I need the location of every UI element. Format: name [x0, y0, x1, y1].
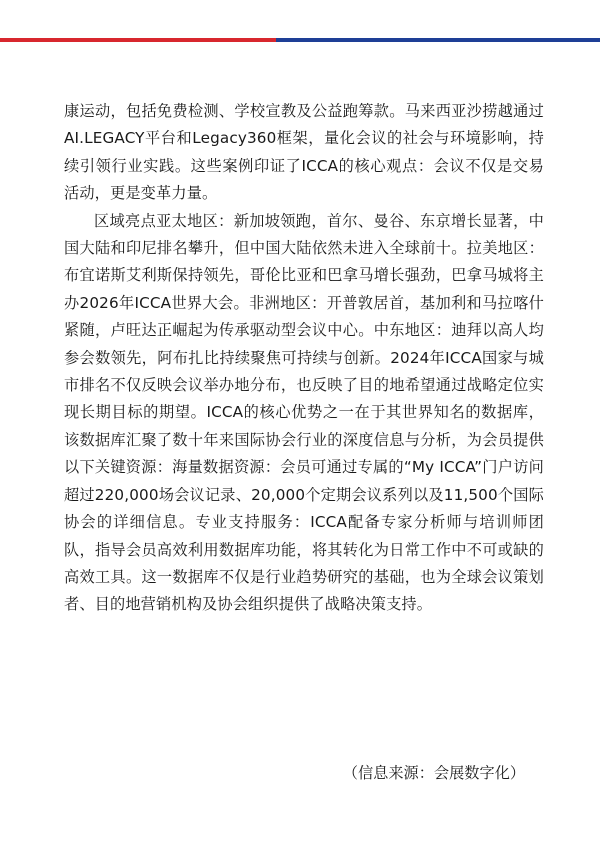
header-color-rule	[0, 38, 600, 42]
article-paragraph-regional-highlights: 区域亮点亚太地区：新加坡领跑，首尔、曼谷、东京增长显著，中国大陆和印尼排名攀升，但中国大陆依然未进入全球前十。拉美地区：布宜诺斯艾利斯保持领先，哥伦比亚和巴拿马增长强劲，巴拿马城将主办2026年ICCA世界大会。非洲地区：开普敦居首，基加利和马拉喀什紧随，卢旺达正崛起为传承驱动型会议中心。中东地区：迪拜以高人均参会数领先，阿布扎比持续聚焦可持续与创新。2024年ICCA国家与城市排名不仅反映会议举办地分布，也反映了目的地希望通过战略定位实现长期目标的期望。ICCA的核心优势之一在于其世界知名的数据库，该数据库汇聚了数十年来国际协会行业的深度信息与分析，为会员提供以下关键资源：海量数据资源：会员可通过专属的“My ICCA”门户访问超过220,000场会议记录、20,000个定期会议系列以及11,500个国际协会的详细信息。专业支持服务：ICCA配备专家分析师与培训师团队，指导会员高效利用数据库功能，将其转化为日常工作中不可或缺的高效工具。这一数据库不仅是行业趋势研究的基础，也为全球会议策划者、目的地营销机构及协会组织提供了战略决策支持。	[64, 211, 544, 614]
header-rule-red-segment	[0, 38, 276, 42]
source-attribution: （信息来源：会展数字化）	[342, 764, 525, 782]
header-rule-blue-segment	[276, 38, 600, 42]
article-paragraph-continued: 康运动，包括免费检测、学校宣教及公益跑筹款。马来西亚沙捞越通过AI.LEGACY平台和Legacy360框架，量化会议的社会与环境影响，持续引领行业实践。这些案例印证了ICCA的核心观点：会议不仅是交易活动，更是变革力量。	[64, 102, 544, 203]
article-body	[64, 98, 544, 619]
